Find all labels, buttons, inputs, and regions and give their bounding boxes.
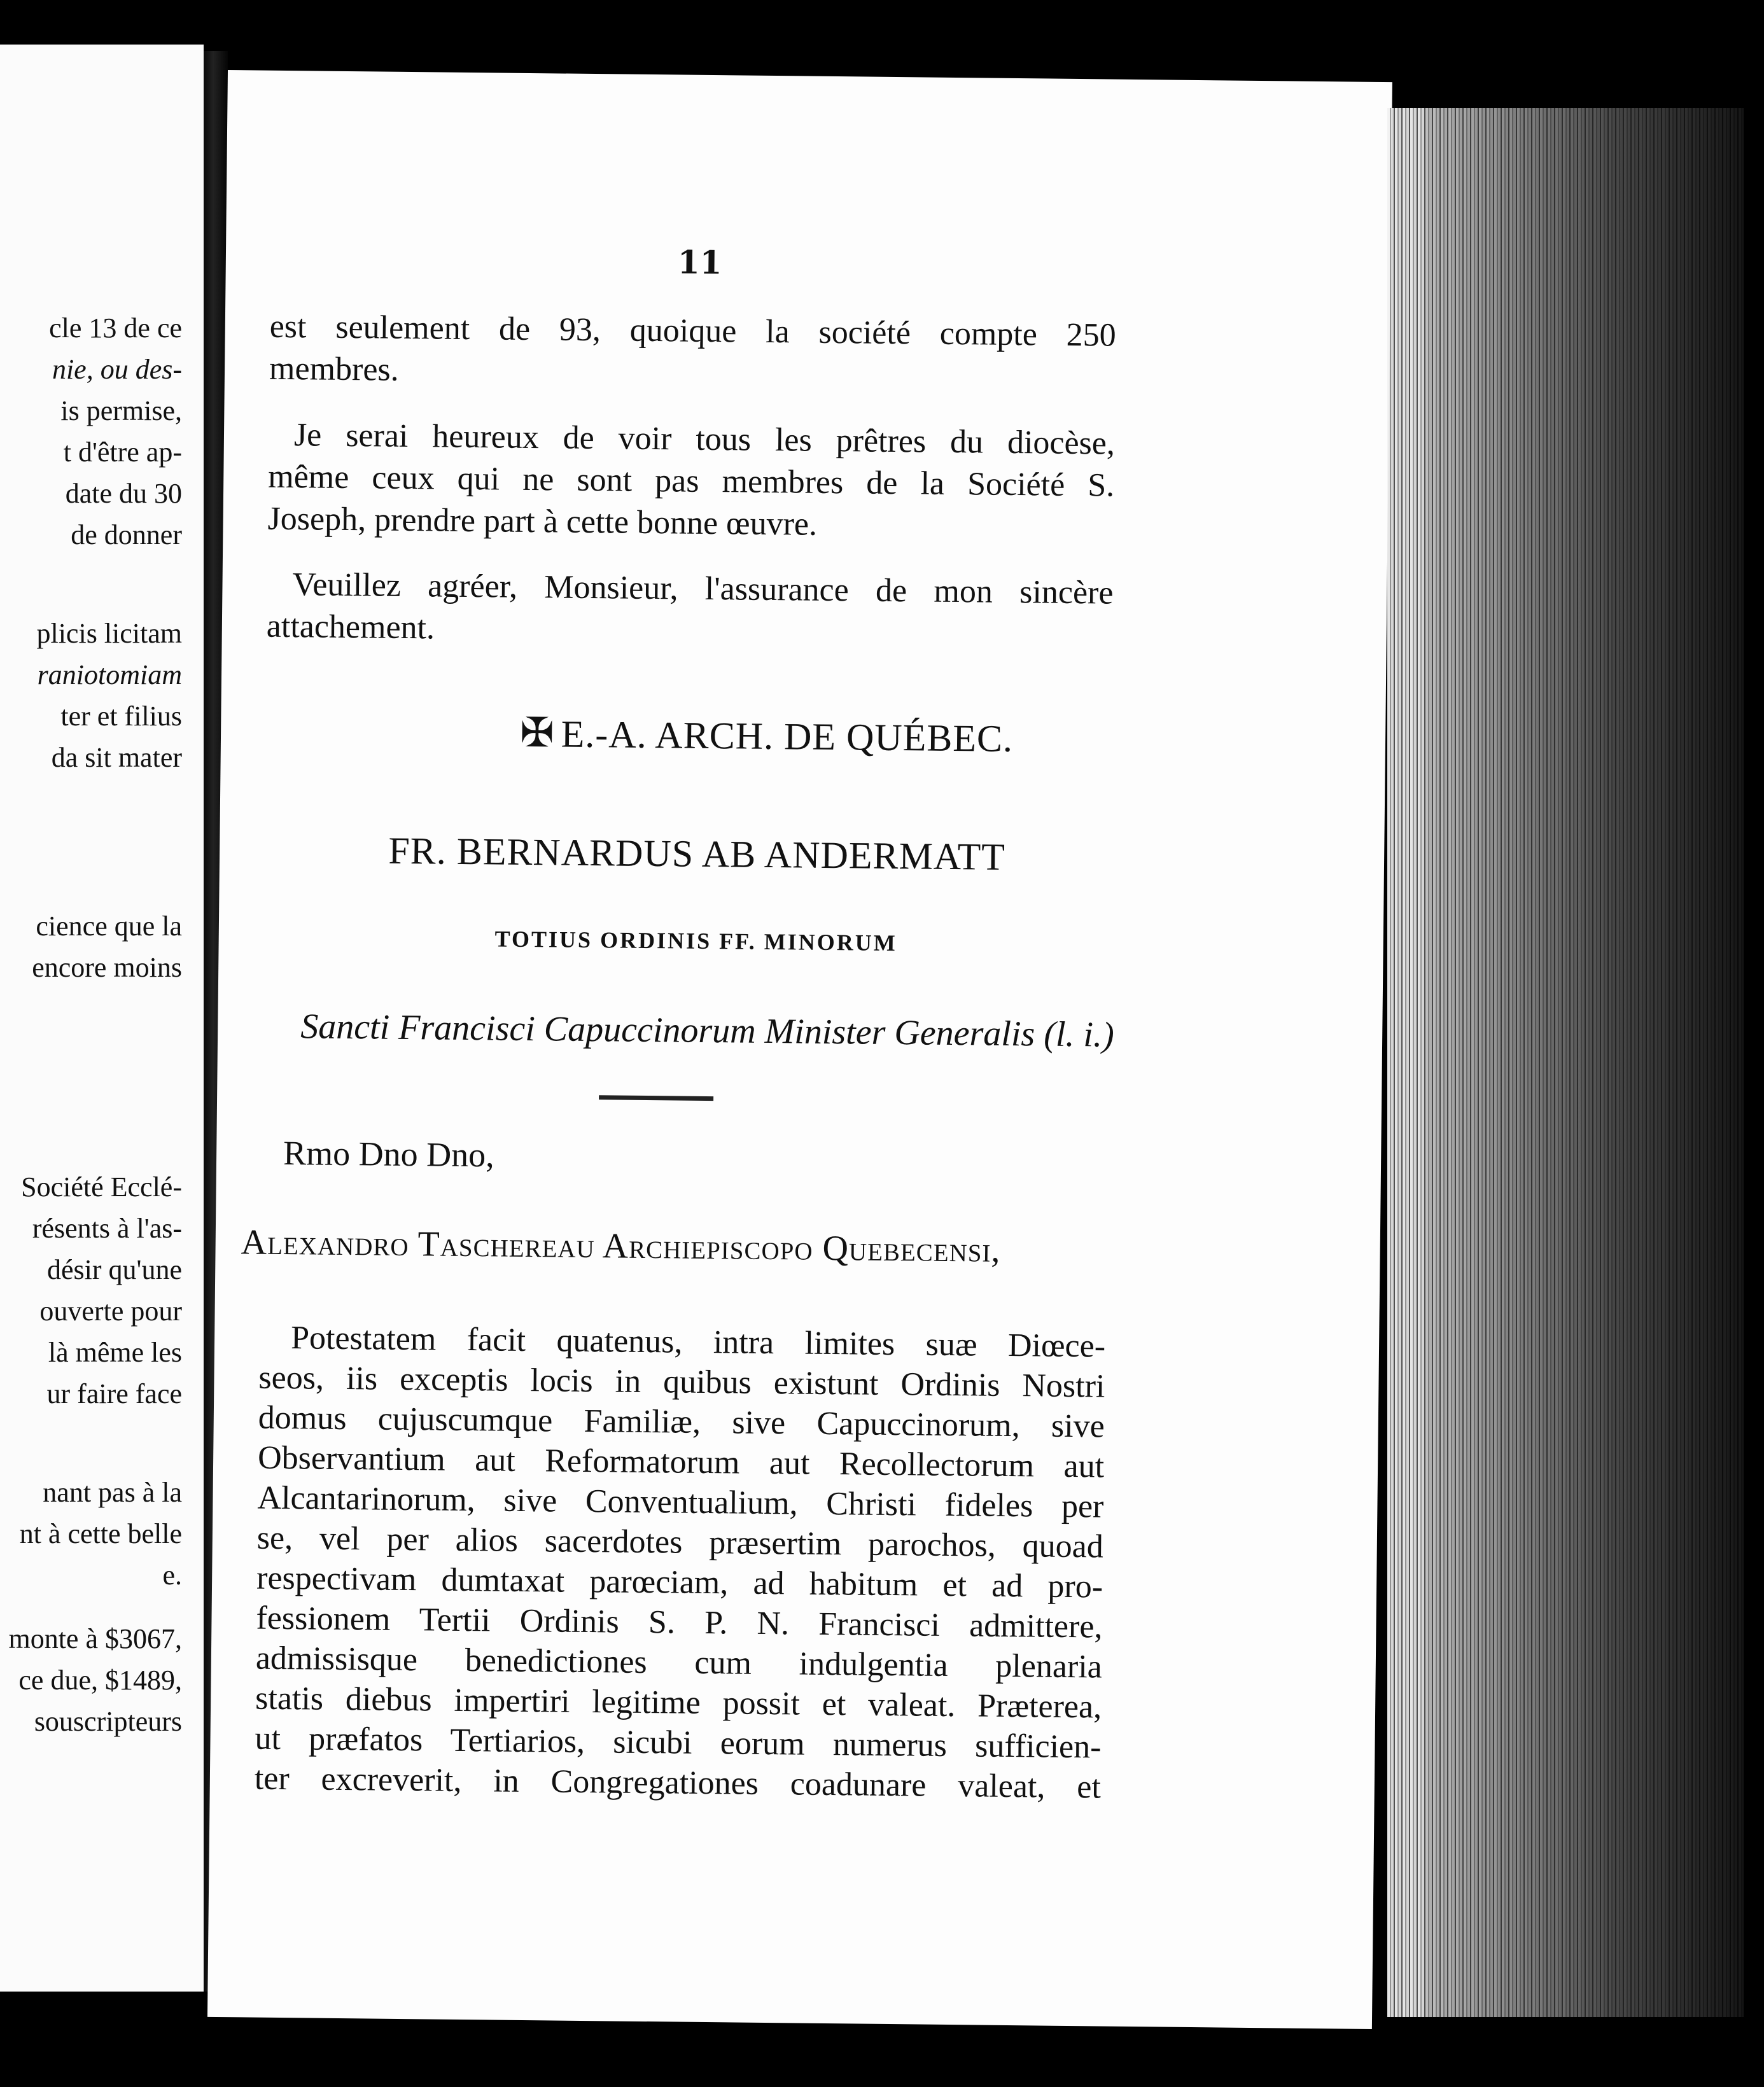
left-page-line: cle 13 de ce bbox=[49, 312, 182, 344]
left-page-line: cience que la bbox=[36, 911, 182, 942]
left-page-line: date du 30 bbox=[65, 478, 182, 509]
text-line: Observantium aut Reformatorum aut Recollectorum aut bbox=[257, 1439, 1105, 1485]
left-page-line: ce due, $1489, bbox=[18, 1665, 182, 1696]
scan-background bbox=[1744, 0, 1764, 2087]
left-page-line: désir qu'une bbox=[47, 1254, 182, 1285]
left-page-line: ur faire face bbox=[46, 1378, 182, 1409]
text-line: est seulement de 93, quoique la société compte 250 bbox=[269, 308, 1117, 354]
paragraph-2 bbox=[267, 414, 1115, 549]
text-line: seos, iis exceptis locis in quibus existunt Ordinis Nostri bbox=[258, 1359, 1105, 1405]
left-page-line: de donner bbox=[71, 519, 182, 550]
left-page-line: monte à $3067, bbox=[8, 1623, 182, 1654]
left-page-line: raniotomiam bbox=[37, 659, 182, 690]
divider-rule bbox=[599, 1095, 713, 1101]
left-page-line: e. bbox=[162, 1560, 182, 1591]
text-line: membres. bbox=[269, 350, 399, 388]
book-fore-edge-shadow bbox=[1425, 108, 1744, 2017]
text-line: attachement. bbox=[266, 608, 435, 646]
heading-order: TOTIUS ORDINIS FF. MINORUM bbox=[494, 926, 897, 956]
text-line: Je serai heureux de voir tous les prêtres du diocèse, bbox=[293, 417, 1116, 462]
heading-title: Sancti Francisci Capuccinorum Minister Generalis (l. i.) bbox=[300, 1007, 1115, 1055]
text-line: ut præfatos Tertiarios, sicubi eorum numerus sufficien- bbox=[255, 1720, 1102, 1766]
left-page bbox=[0, 45, 204, 1992]
page-number: 11 bbox=[677, 243, 722, 282]
text-line: Joseph, prendre part à cette bonne œuvre. bbox=[267, 500, 818, 543]
text-line: Alcantarinorum, sive Conventualium, Christi fideles per bbox=[257, 1479, 1104, 1525]
left-page-line: ouverte pour bbox=[39, 1295, 182, 1327]
left-page-line: is permise, bbox=[60, 395, 182, 426]
paragraph-1 bbox=[269, 306, 1116, 399]
left-page-line: nt à cette belle bbox=[19, 1518, 182, 1549]
paragraph-3 bbox=[266, 564, 1113, 657]
left-page-line: là même les bbox=[48, 1337, 182, 1368]
text-line: ter excreverit, in Congregationes coadunare valeat, et bbox=[254, 1760, 1102, 1806]
text-line: Veuillez agréer, Monsieur, l'assurance de mon sincère bbox=[292, 566, 1114, 611]
left-page-line: plicis licitam bbox=[36, 618, 182, 649]
addressee: Alexandro Taschereau Archiepiscopo Quebecensi, bbox=[241, 1222, 1001, 1270]
left-page-line: Société Ecclé- bbox=[21, 1171, 182, 1203]
left-page-line: résents à l'as- bbox=[32, 1213, 182, 1244]
signature-text: E.-A. ARCH. DE QUÉBEC. bbox=[561, 713, 1014, 760]
cross-icon: ✠ bbox=[519, 709, 556, 756]
text-line: fessionem Tertii Ordinis S. P. N. Francisci admittere, bbox=[256, 1600, 1103, 1645]
salutation: Rmo Dno Dno, bbox=[283, 1134, 494, 1175]
text-line: Potestatem facit quatenus, intra limites suæ Diœce- bbox=[290, 1320, 1106, 1365]
left-page-line: nie, ou des- bbox=[52, 354, 182, 385]
text-line: se, vel per alios sacerdotes præsertim parochos, quoad bbox=[256, 1519, 1104, 1565]
text-line: admissisque benedictiones cum indulgentia plenaria bbox=[255, 1640, 1103, 1686]
left-page-line: t d'être ap- bbox=[63, 436, 182, 468]
text-line: respectivam dumtaxat parœciam, ad habitum et ad pro- bbox=[256, 1560, 1103, 1605]
text-line: domus cujuscumque Familiæ, sive Capuccinorum, sive bbox=[258, 1399, 1105, 1445]
left-page-line: encore moins bbox=[32, 952, 182, 983]
signature-line bbox=[520, 709, 1014, 762]
text-line: statis diebus impertiri legitime possit et valeat. Præterea, bbox=[255, 1680, 1102, 1726]
paragraph-4 bbox=[255, 1318, 1106, 1808]
heading-name: FR. BERNARDUS AB ANDERMATT bbox=[388, 829, 1006, 878]
left-page-line: da sit mater bbox=[51, 742, 182, 773]
left-page-line: souscripteurs bbox=[34, 1706, 182, 1737]
left-page-line: nant pas à la bbox=[43, 1477, 182, 1508]
left-page-line: ter et filius bbox=[60, 701, 182, 732]
right-page bbox=[207, 70, 1392, 2029]
text-line: même ceux qui ne sont pas membres de la Société S. bbox=[268, 458, 1115, 504]
